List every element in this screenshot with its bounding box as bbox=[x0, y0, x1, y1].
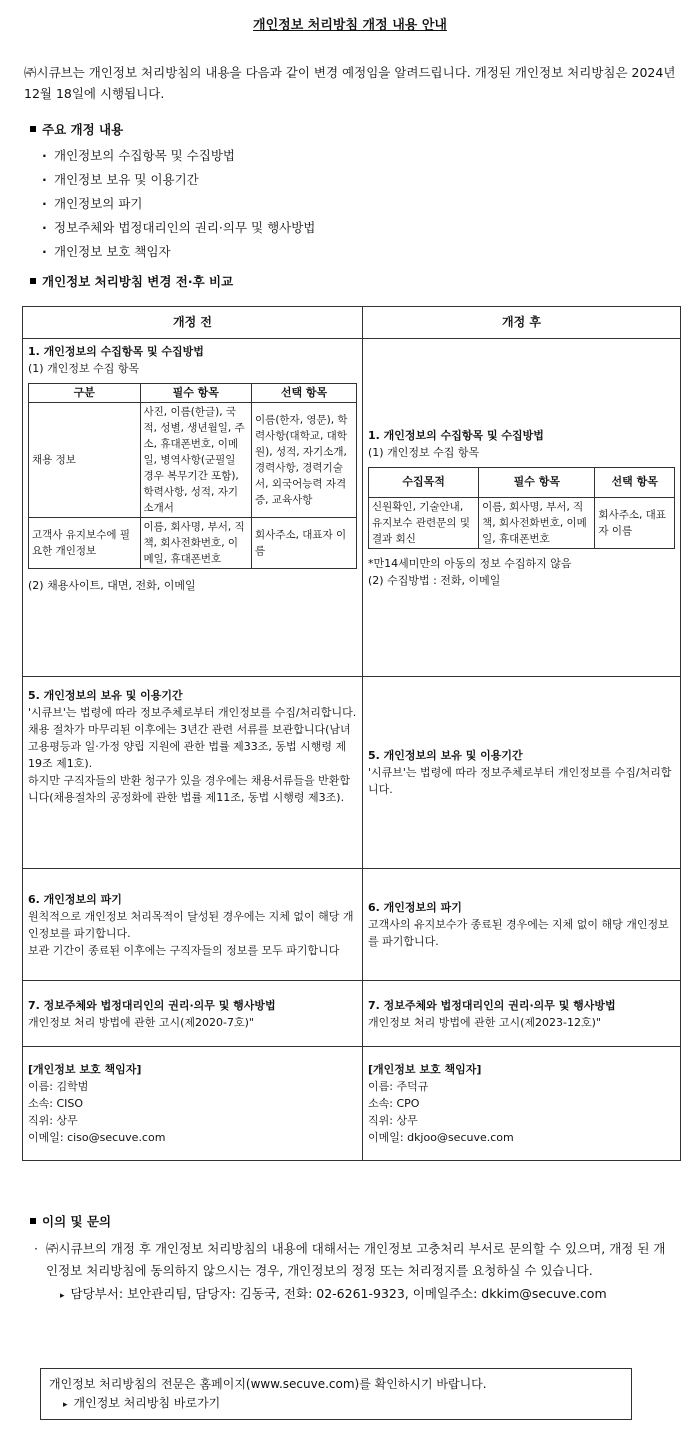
col-after-header: 개정 후 bbox=[363, 307, 681, 339]
col-before-header: 개정 전 bbox=[23, 307, 363, 339]
notice-box bbox=[40, 1368, 632, 1420]
list-item: · 정보주체와 법정대리인의 권리·의무 및 행사방법 bbox=[42, 216, 315, 240]
before-section-5: 5. 개인정보의 보유 및 이용기간 '시큐브'는 법령에 따라 정보주체로부터 개인정보를 수집/처리합니다. 채용 절차가 마무리된 이후에는 3년간 관련 서류를 보관합니다(남녀고용평등과 일·가정 양립 지원에 관한 법률 제33조, 동법 시행령 제19조 제1호). 하지만 구직자들의 반환 청구가 있을 경우에는 채용서류들을 반환합니다(채용절차의 공정화에 관한 법률 제11조, 동법 시행령 제3조). bbox=[23, 677, 363, 869]
page-title: 개인정보 처리방침 개정 내용 안내 bbox=[253, 18, 447, 33]
inquiry-heading: 이의 및 문의 bbox=[30, 1212, 111, 1230]
inquiry-contact: ▸ 담당부서: 보안관리팀, 담당자: 김동국, 전화: 02-6261-9323, 이메일주소: dkkim@secuve.com bbox=[60, 1286, 607, 1301]
before-section-7: 7. 정보주체와 법정대리인의 권리·의무 및 행사방법 개인정보 처리 방법에 관한 고시(제2020-7호)" bbox=[23, 981, 363, 1047]
before-officer: [개인정보 보호 책임자] 이름: 김학범 소속: CISO 직위: 상무 이메일: ciso@secuve.com bbox=[23, 1047, 363, 1161]
main-changes-heading: 주요 개정 내용 bbox=[30, 120, 123, 138]
before-section-1: 1. 개인정보의 수집항목 및 수집방법 (1) 개인정보 수집 항목 구분 필수 항목 선택 항목 채용 정보 사진, 이름(한글), 국적, 성별, 생년월일, 주소, 휴대폰번호, 이메일, 병역사항(군필일 경우 복무기간 포함), 학력사항, 성적, 자기소개서 이름(한자, 영문), 학력사항(대학교, 대학원), 성적, 자기소개, 경력사항, 경력기술서, 외국어능력 자격증, 교육사항 고객사 유지보수에 필요한 개인정보 이름, 회사명, 부서, 직책, 회사전화번호, 이메일, 휴대폰번호 회사주소, 대표자 이름 (2) 채용사이트, 대면, 전화, 이메일 bbox=[23, 339, 363, 677]
after-section-7: 7. 정보주체와 법정대리인의 권리·의무 및 행사방법 개인정보 처리 방법에 관한 고시(제2023-12호)" bbox=[363, 981, 681, 1047]
comparison-table bbox=[22, 306, 681, 1161]
notice-text: 개인정보 처리방침의 전문은 홈페이지(www.secuve.com)를 확인하시기 바랍니다. bbox=[49, 1377, 487, 1391]
inquiry-section bbox=[30, 1238, 670, 1307]
main-changes-list bbox=[42, 144, 315, 264]
comparison-heading: 개인정보 처리방침 변경 전·후 비교 bbox=[30, 272, 233, 290]
policy-link[interactable]: ▸ 개인정보 처리방침 바로가기 bbox=[63, 1396, 221, 1410]
inquiry-body: · ㈜시큐브의 개정 후 개인정보 처리방침의 내용에 대해서는 개인정보 고충처리 부서로 문의할 수 있으며, 개정 된 개인정보 처리방침에 동의하지 않으시는 경우, 개인정보의 정정 또는 처리정지를 요청하실 수 있습니다. bbox=[30, 1238, 670, 1282]
arrow-right-icon: ▸ bbox=[63, 1400, 68, 1410]
after-section-6: 6. 개인정보의 파기 고객사의 유지보수가 종료된 경우에는 지체 없이 해당 개인정보를 파기합니다. bbox=[363, 869, 681, 981]
intro-text: ㈜시큐브는 개인정보 처리방침의 내용을 다음과 같이 변경 예정임을 알려드립니다. 개정된 개인정보 처리방침은 2024년 12월 18일에 시행됩니다. bbox=[24, 65, 676, 101]
after-officer: [개인정보 보호 책임자] 이름: 주덕규 소속: CPO 직위: 상무 이메일: dkjoo@secuve.com bbox=[363, 1047, 681, 1161]
after-section-1: 1. 개인정보의 수집항목 및 수집방법 (1) 개인정보 수집 항목 수집목적 필수 항목 선택 항목 신원확인, 기술안내, 유지보수 관련문의 및 결과 회신 이름, 회사명, 부서, 직책, 회사전화번호, 이메일, 휴대폰번호 회사주소, 대표자 이름 *만14세미만의 아동의 정보 수집하지 않음 (2) 수집방법 : 전화, 이메일 bbox=[363, 339, 681, 677]
table-row: 채용 정보 사진, 이름(한글), 국적, 성별, 생년월일, 주소, 휴대폰번호, 이메일, 병역사항(군필일 경우 복무기간 포함), 학력사항, 성적, 자기소개서 이름(한자, 영문), 학력사항(대학교, 대학원), 성적, 자기소개, 경력사항, 경력기술서, 외국어능력 자격증, 교육사항 bbox=[29, 403, 357, 518]
before-items-table: 구분 필수 항목 선택 항목 채용 정보 사진, 이름(한글), 국적, 성별, 생년월일, 주소, 휴대폰번호, 이메일, 병역사항(군필일 경우 복무기간 포함), 학력사항, 성적, 자기소개서 이름(한자, 영문), 학력사항(대학교, 대학원), 성적, 자기소개, 경력사항, 경력기술서, 외국어능력 자격증, 교육사항 고객사 유지보수에 필요한 개인정보 이름, 회사명, 부서, 직책, 회사전화번호, 이메일, 휴대폰번호 회사주소, 대표자 이름 bbox=[28, 383, 357, 569]
table-row: 신원확인, 기술안내, 유지보수 관련문의 및 결과 회신 이름, 회사명, 부서, 직책, 회사전화번호, 이메일, 휴대폰번호 회사주소, 대표자 이름 bbox=[369, 497, 675, 548]
list-item: · 개인정보의 수집항목 및 수집방법 bbox=[42, 144, 315, 168]
list-item: · 개인정보 보유 및 이용기간 bbox=[42, 168, 315, 192]
list-item: · 개인정보 보호 책임자 bbox=[42, 240, 315, 264]
after-items-table: 수집목적 필수 항목 선택 항목 신원확인, 기술안내, 유지보수 관련문의 및 결과 회신 이름, 회사명, 부서, 직책, 회사전화번호, 이메일, 휴대폰번호 회사주소, 대표자 이름 bbox=[368, 467, 675, 549]
after-section-5: 5. 개인정보의 보유 및 이용기간 '시큐브'는 법령에 따라 정보주체로부터 개인정보를 수집/처리합니다. bbox=[363, 677, 681, 869]
table-row: 고객사 유지보수에 필요한 개인정보 이름, 회사명, 부서, 직책, 회사전화번호, 이메일, 휴대폰번호 회사주소, 대표자 이름 bbox=[29, 518, 357, 569]
before-section-6: 6. 개인정보의 파기 원칙적으로 개인정보 처리목적이 달성된 경우에는 지체 없이 해당 개인정보를 파기합니다. 보관 기간이 종료된 이후에는 구직자들의 정보를 모두 파기합니다 bbox=[23, 869, 363, 981]
list-item: · 개인정보의 파기 bbox=[42, 192, 315, 216]
